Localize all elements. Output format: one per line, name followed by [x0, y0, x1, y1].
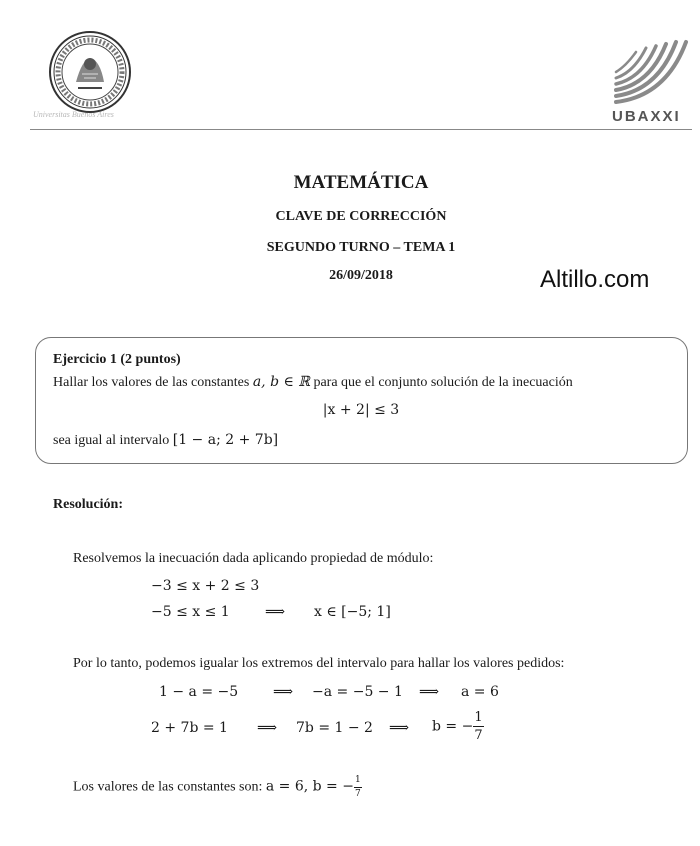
document-turn-theme: SEGUNDO TURNO – TEMA 1 [266, 240, 456, 255]
ubaxxi-logo-text: UBAXXI [612, 108, 681, 125]
university-seal-logo [48, 30, 132, 114]
equation-2-result: x ∈ [−5; 1] [314, 604, 391, 620]
fraction [473, 711, 483, 742]
implies-arrow: ⟹ [257, 720, 278, 736]
conclusion-math: a = 6, b = − [265, 778, 354, 795]
interval-text: sea igual al intervalo [53, 433, 173, 448]
ubaxxi-swoosh-logo [608, 38, 692, 110]
conclusion-text: Los valores de las constantes son: [73, 779, 266, 795]
conclusion-fraction [354, 776, 362, 799]
exercise-interval-line [53, 432, 278, 449]
equation-3a: 1 − a = −5 [159, 684, 239, 700]
seal-caption: Universitas Buenos Aires [33, 110, 114, 119]
implies-arrow: ⟹ [273, 684, 294, 700]
conclusion-line [73, 776, 362, 799]
equation-4b: 7b = 1 − 2 [296, 720, 373, 736]
implies-arrow: ⟹ [419, 684, 440, 700]
equation-4c [432, 711, 484, 742]
document-subtitle: CLAVE DE CORRECCIÓN [275, 209, 447, 224]
equation-1: −3 ≤ x + 2 ≤ 3 [151, 578, 260, 594]
watermark: Altillo.com [540, 266, 650, 293]
document-title: MATEMÁTICA [293, 172, 429, 193]
statement-after: para que el conjunto solución de la inecuación [309, 375, 573, 390]
fraction-denominator: 7 [474, 728, 483, 743]
interval-math: [1 − a; 2 + 7b] [172, 432, 279, 448]
step2-text: Por lo tanto, podemos igualar los extremos del intervalo para hallar los valores pedidos: [73, 656, 565, 671]
document-date: 26/09/2018 [329, 268, 393, 283]
equation-2: −5 ≤ x ≤ 1 [151, 604, 230, 620]
step1-text: Resolvemos la inecuación dada aplicando propiedad de módulo: [73, 551, 434, 566]
statement-vars: a, b ∈ ℝ [252, 374, 310, 390]
statement-before: Hallar los valores de las constantes [53, 375, 253, 390]
exercise-inequality: |x + 2| ≤ 3 [322, 402, 400, 418]
fraction-numerator: 1 [474, 710, 483, 725]
conclusion-fraction-denominator: 7 [354, 789, 361, 799]
header-divider [30, 129, 692, 130]
equation-4c-prefix: b = − [432, 718, 474, 735]
exercise-title: Ejercicio 1 (2 puntos) [53, 352, 181, 367]
implies-arrow: ⟹ [265, 604, 286, 620]
equation-4a: 2 + 7b = 1 [151, 720, 228, 736]
conclusion-fraction-numerator: 1 [354, 776, 362, 788]
equation-3b: −a = −5 − 1 [312, 684, 403, 700]
implies-arrow: ⟹ [389, 720, 410, 736]
resolution-heading: Resolución: [53, 497, 123, 512]
equation-3c: a = 6 [461, 684, 499, 700]
exercise-statement [53, 374, 573, 391]
